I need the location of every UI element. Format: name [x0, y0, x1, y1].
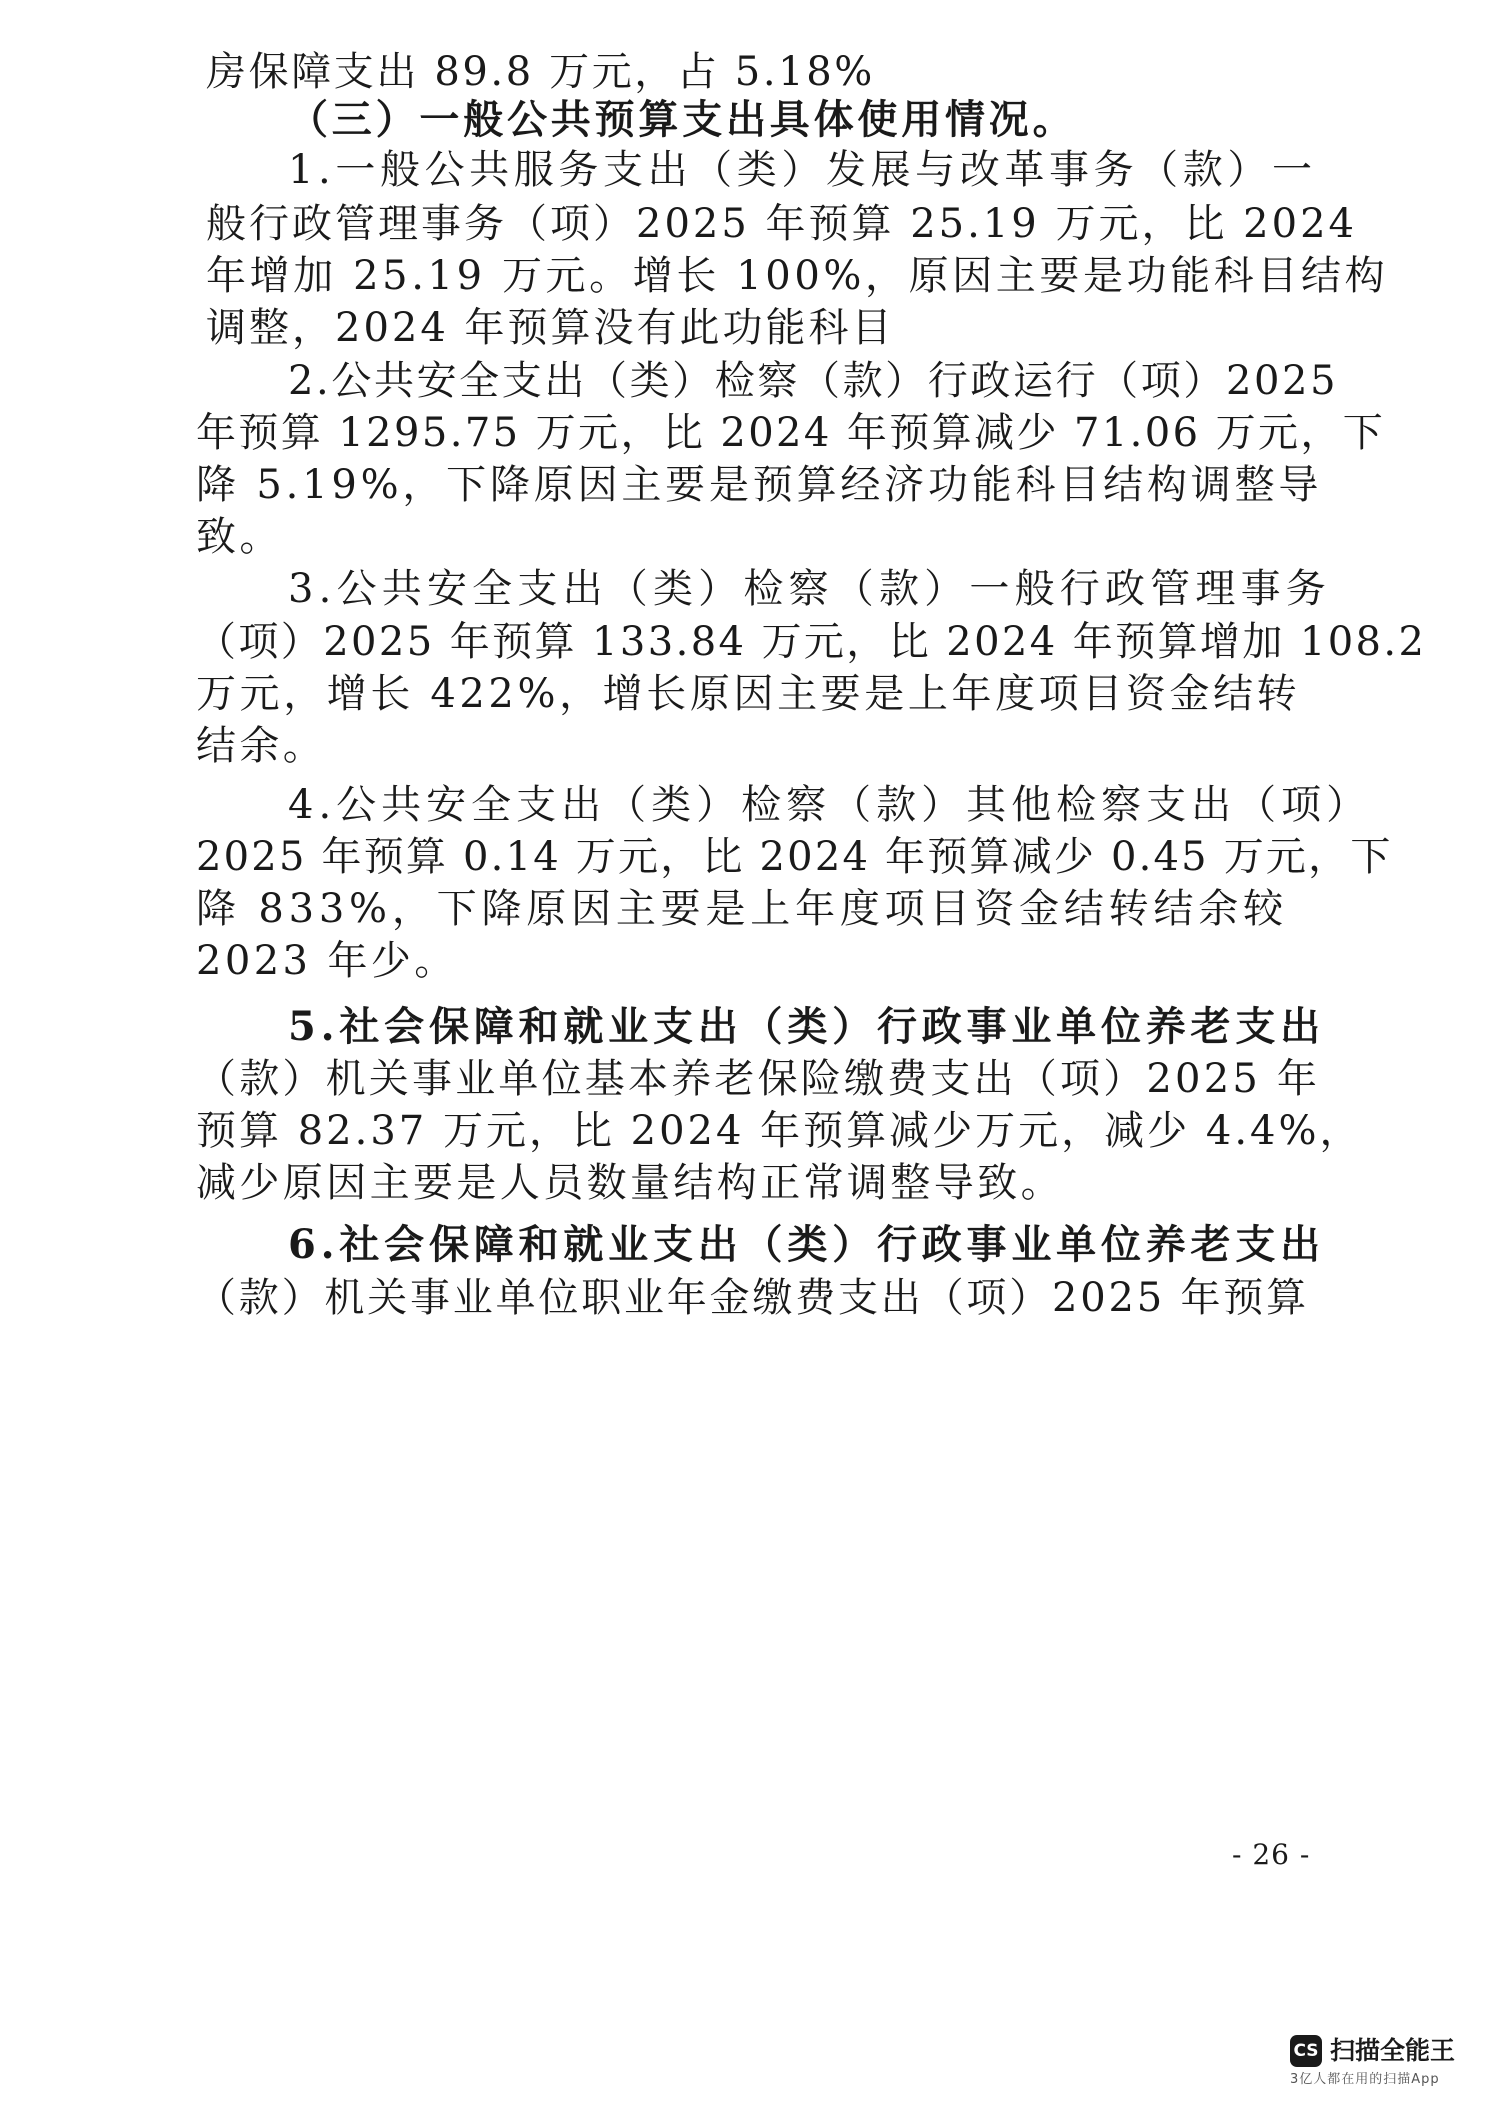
text-line: （款）机关事业单位基本养老保险缴费支出（项）2025 年 [196, 1056, 1321, 1102]
text-line: 3.公共安全支出（类）检察（款）一般行政管理事务 [288, 566, 1331, 612]
text-line: 房保障支出 89.8 万元，占 5.18% [206, 49, 875, 95]
text-line: 5.社会保障和就业支出（类）行政事业单位养老支出 [288, 1003, 1325, 1050]
text-line: 1.一般公共服务支出（类）发展与改革事务（款）一 [288, 147, 1317, 193]
text-line: 减少原因主要是人员数量结构正常调整导致。 [196, 1160, 1064, 1206]
text-line: （款）机关事业单位职业年金缴费支出（项）2025 年预算 [196, 1275, 1309, 1321]
text-line: 2023 年少。 [196, 938, 458, 984]
text-line: 预算 82.37 万元，比 2024 年预算减少万元，减少 4.4%， [196, 1108, 1363, 1154]
text-line: 年预算 1295.75 万元，比 2024 年预算减少 71.06 万元，下 [196, 410, 1386, 456]
camscanner-logo-icon: CS [1290, 2035, 1322, 2067]
text-line: 2025 年预算 0.14 万元，比 2024 年预算减少 0.45 万元，下 [196, 834, 1393, 880]
scanner-watermark [1290, 2027, 1480, 2097]
text-line: 6.社会保障和就业支出（类）行政事业单位养老支出 [288, 1221, 1325, 1268]
text-line: 万元，增长 422%，增长原因主要是上年度项目资金结转 [196, 671, 1301, 717]
text-line: 降 833%，下降原因主要是上年度项目资金结转结余较 [196, 886, 1288, 932]
watermark-slogan: 3亿人都在用的扫描App [1290, 2072, 1440, 2087]
text-line: 般行政管理事务（项）2025 年预算 25.19 万元，比 2024 [206, 201, 1357, 247]
text-line: 年增加 25.19 万元。增长 100%，原因主要是功能科目结构 [206, 253, 1389, 299]
page-number: - 26 - [1232, 1838, 1311, 1871]
text-line: 调整，2024 年预算没有此功能科目 [206, 305, 895, 351]
text-line: 4.公共安全支出（类）检察（款）其他检察支出（项） [288, 782, 1372, 828]
text-line: 降 5.19%，下降原因主要是预算经济功能科目结构调整导 [196, 462, 1323, 508]
section-heading: （三）一般公共预算支出具体使用情况。 [288, 96, 1077, 143]
text-line: 2.公共安全支出（类）检察（款）行政运行（项）2025 [288, 358, 1339, 404]
text-line: 结余。 [196, 723, 327, 769]
text-line: 致。 [196, 514, 283, 560]
watermark-app-name: 扫描全能王 [1330, 2036, 1456, 2065]
text-line: （项）2025 年预算 133.84 万元，比 2024 年预算增加 108.2 [196, 619, 1427, 665]
